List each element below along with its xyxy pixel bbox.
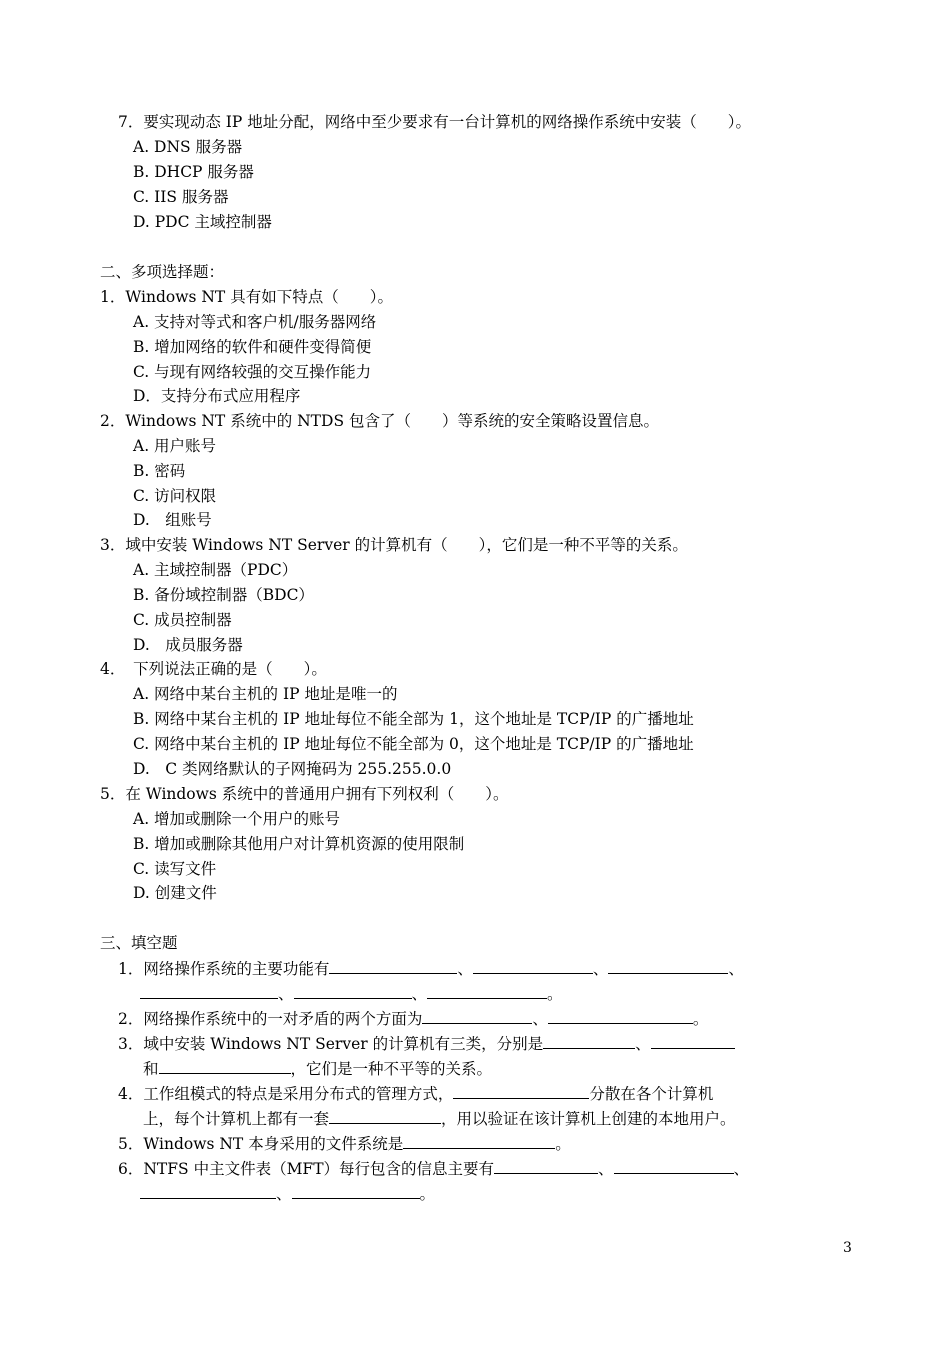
mc-2-option-c: C. 访问权限 xyxy=(133,487,217,505)
mc-3-option-a: A. 主域控制器（PDC） xyxy=(133,561,298,579)
answer-blank[interactable] xyxy=(543,1033,635,1049)
answer-blank[interactable] xyxy=(651,1033,735,1049)
option-7b: B. DHCP 服务器 xyxy=(133,163,254,181)
mc-4-option-b: B. 网络中某台主机的 IP 地址每位不能全部为 1，这个地址是 TCP/IP 的广播地址 xyxy=(133,710,694,728)
answer-blank[interactable] xyxy=(140,1183,276,1199)
mc-3-option-d: D. 成员服务器 xyxy=(133,636,243,654)
answer-blank[interactable] xyxy=(608,958,728,974)
answer-blank[interactable] xyxy=(159,1058,291,1074)
fill-4-text: 4．工作组模式的特点是采用分布式的管理方式， xyxy=(118,1085,454,1103)
fill-6-text: 6．NTFS 中主文件表（MFT）每行包含的信息主要有 xyxy=(118,1160,495,1178)
fill-question-1-cont xyxy=(140,983,563,1004)
mc-question-2: 2．Windows NT 系统中的 NTDS 包含了（ ）等系统的安全策略设置信息。 xyxy=(100,412,659,430)
end-mark: 。 xyxy=(419,1185,436,1203)
mc-4-option-a: A. 网络中某台主机的 IP 地址是唯一的 xyxy=(133,685,398,703)
answer-blank[interactable] xyxy=(427,983,547,999)
fill-question-5 xyxy=(118,1133,571,1154)
mc-5-option-c: C. 读写文件 xyxy=(133,860,217,878)
option-7a: A. DNS 服务器 xyxy=(133,138,243,156)
separator: 、 xyxy=(598,1160,614,1178)
question-7: 7．要实现动态 IP 地址分配，网络中至少要求有一台计算机的网络操作系统中安装（ ）。 xyxy=(118,113,752,131)
answer-blank[interactable] xyxy=(614,1158,734,1174)
answer-blank[interactable] xyxy=(292,1183,420,1199)
fill-4-mid: 分散在各个计算机 xyxy=(589,1085,714,1103)
fill-question-6-cont xyxy=(140,1183,435,1204)
fill-2-text: 2．网络操作系统中的一对矛盾的两个方面为 xyxy=(118,1010,423,1028)
mc-1-option-d: D．支持分布式应用程序 xyxy=(133,387,301,405)
mc-question-3: 3．域中安装 Windows NT Server 的计算机有（ ），它们是一种不平等的关系。 xyxy=(100,536,688,554)
fill-question-6 xyxy=(118,1158,749,1179)
mc-2-option-d: D. 组账号 xyxy=(133,511,212,529)
fill-question-3 xyxy=(118,1033,735,1054)
end-mark: 。 xyxy=(692,1010,709,1028)
answer-blank[interactable] xyxy=(403,1133,555,1149)
answer-blank[interactable] xyxy=(494,1158,598,1174)
separator: 、 xyxy=(592,960,609,978)
section-3-heading: 三、填空题 xyxy=(100,934,178,952)
separator: 、 xyxy=(278,985,294,1003)
fill-question-3-cont xyxy=(143,1058,492,1079)
fill-4-line2: 上，每个计算机上都有一套 xyxy=(143,1110,330,1128)
and-word: 和 xyxy=(143,1060,159,1078)
fill-question-1 xyxy=(118,958,744,979)
mc-1-option-c: C. 与现有网络较强的交互操作能力 xyxy=(133,363,372,381)
mc-3-option-b: B. 备份域控制器（BDC） xyxy=(133,586,314,604)
mc-1-option-a: A. 支持对等式和客户机/服务器网络 xyxy=(133,313,377,331)
fill-5-text: 5．Windows NT 本身采用的文件系统是 xyxy=(118,1135,404,1153)
end-mark: 。 xyxy=(547,985,563,1003)
fill-question-2 xyxy=(118,1008,708,1029)
mc-2-option-b: B. 密码 xyxy=(133,462,186,480)
answer-blank[interactable] xyxy=(422,1008,532,1024)
option-7d: D. PDC 主域控制器 xyxy=(133,213,272,231)
answer-blank[interactable] xyxy=(548,1008,693,1024)
answer-blank[interactable] xyxy=(140,983,278,999)
answer-blank[interactable] xyxy=(453,1083,589,1099)
fill-3-text: 3．域中安装 Windows NT Server 的计算机有三类，分别是 xyxy=(118,1035,544,1053)
mc-4-option-d: D. C 类网络默认的子网掩码为 255.255.0.0 xyxy=(133,760,452,778)
answer-blank[interactable] xyxy=(329,1108,441,1124)
mc-2-option-a: A. 用户账号 xyxy=(133,437,217,455)
end-mark: 。 xyxy=(555,1135,571,1153)
answer-blank[interactable] xyxy=(294,983,412,999)
separator: 、 xyxy=(457,960,473,978)
mc-question-4: 4． 下列说法正确的是（ ）。 xyxy=(100,660,327,678)
separator: 、 xyxy=(411,985,428,1003)
section-2-heading: 二、多项选择题： xyxy=(100,263,225,281)
fill-1-text: 1．网络操作系统的主要功能有 xyxy=(118,960,330,978)
fill-4-tail: ，用以验证在该计算机上创建的本地用户。 xyxy=(441,1110,736,1128)
option-7c: C. IIS 服务器 xyxy=(133,188,229,206)
separator: 、 xyxy=(276,1185,292,1203)
mc-5-option-d: D. 创建文件 xyxy=(133,884,217,902)
fill-3-tail: ，它们是一种不平等的关系。 xyxy=(290,1060,493,1078)
separator: 、 xyxy=(532,1010,548,1028)
page-number: 3 xyxy=(843,1240,852,1256)
mc-1-option-b: B. 增加网络的软件和硬件变得简便 xyxy=(133,338,372,356)
fill-question-4-cont xyxy=(143,1108,736,1129)
mc-4-option-c: C. 网络中某台主机的 IP 地址每位不能全部为 0，这个地址是 TCP/IP 的广播地址 xyxy=(133,735,694,753)
separator: 、 xyxy=(728,960,744,978)
mc-5-option-b: B. 增加或删除其他用户对计算机资源的使用限制 xyxy=(133,835,465,853)
mc-3-option-c: C. 成员控制器 xyxy=(133,611,232,629)
mc-question-5: 5．在 Windows 系统中的普通用户拥有下列权利（ ）。 xyxy=(100,785,509,803)
answer-blank[interactable] xyxy=(329,958,457,974)
fill-question-4 xyxy=(118,1083,713,1104)
separator: 、 xyxy=(635,1035,651,1053)
separator: 、 xyxy=(733,1160,750,1178)
answer-blank[interactable] xyxy=(473,958,593,974)
mc-question-1: 1．Windows NT 具有如下特点（ ）。 xyxy=(100,288,393,306)
mc-5-option-a: A. 增加或删除一个用户的账号 xyxy=(133,810,341,828)
